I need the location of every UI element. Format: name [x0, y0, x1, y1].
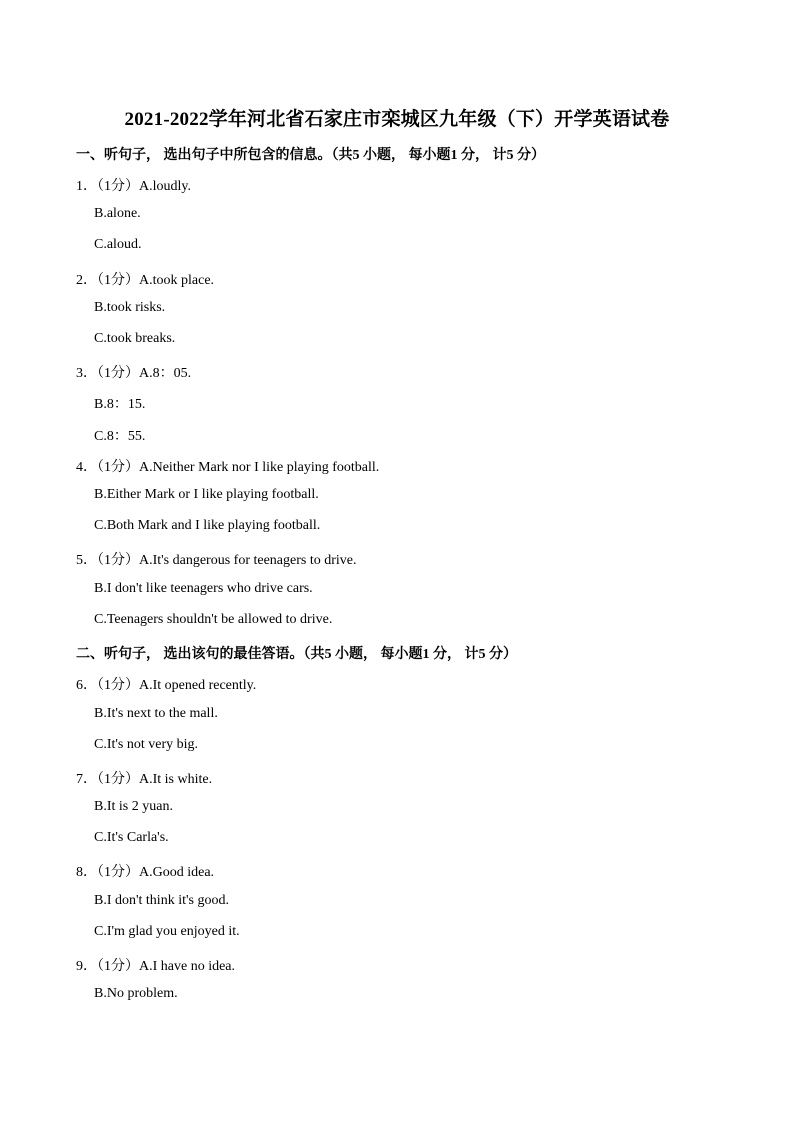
exam-title: 2021-2022学年河北省石家庄市栾城区九年级（下）开学英语试卷 [124, 109, 670, 130]
question-lead: 1．（1分）A.loudly. [76, 179, 191, 194]
answer-option: B.8：15. [94, 397, 146, 412]
question-lead: 8．（1分）A.Good idea. [76, 865, 215, 880]
answer-option: B.I don't think it's good. [94, 893, 229, 908]
question-lead: 5．（1分）A.It's dangerous for teenagers to drive. [76, 553, 357, 568]
answer-option: C.took breaks. [94, 331, 176, 346]
answer-option: C.Teenagers shouldn't be allowed to drive. [94, 612, 333, 627]
answer-option: C.It's not very big. [94, 737, 199, 752]
question-lead: 7．（1分）A.It is white. [76, 772, 213, 787]
section-heading: 一、听句子， 选出句子中所包含的信息。（共5 小题， 每小题1 分， 计5 分） [76, 148, 545, 163]
answer-option: B.It's next to the mall. [94, 706, 218, 721]
answer-option: C.Both Mark and I like playing football. [94, 518, 321, 533]
question-lead: 9．（1分）A.I have no idea. [76, 959, 236, 974]
answer-option: C.aloud. [94, 237, 142, 252]
section-heading: 二、听句子， 选出该句的最佳答语。（共5 小题， 每小题1 分， 计5 分） [76, 647, 517, 662]
answer-option: B.Either Mark or I like playing football. [94, 487, 319, 502]
answer-option: B.It is 2 yuan. [94, 799, 173, 814]
answer-option: B.alone. [94, 206, 141, 221]
answer-option: B.No problem. [94, 986, 178, 1001]
question-lead: 6．（1分）A.It opened recently. [76, 678, 257, 693]
answer-option: C.8：55. [94, 429, 146, 444]
question-lead: 3．（1分）A.8：05. [76, 366, 192, 381]
answer-option: B.I don't like teenagers who drive cars. [94, 581, 313, 596]
answer-option: C.It's Carla's. [94, 830, 169, 845]
answer-option: B.took risks. [94, 300, 166, 315]
answer-option: C.I'm glad you enjoyed it. [94, 924, 240, 939]
question-lead: 4．（1分）A.Neither Mark nor I like playing football. [76, 460, 380, 475]
question-lead: 2．（1分）A.took place. [76, 273, 215, 288]
